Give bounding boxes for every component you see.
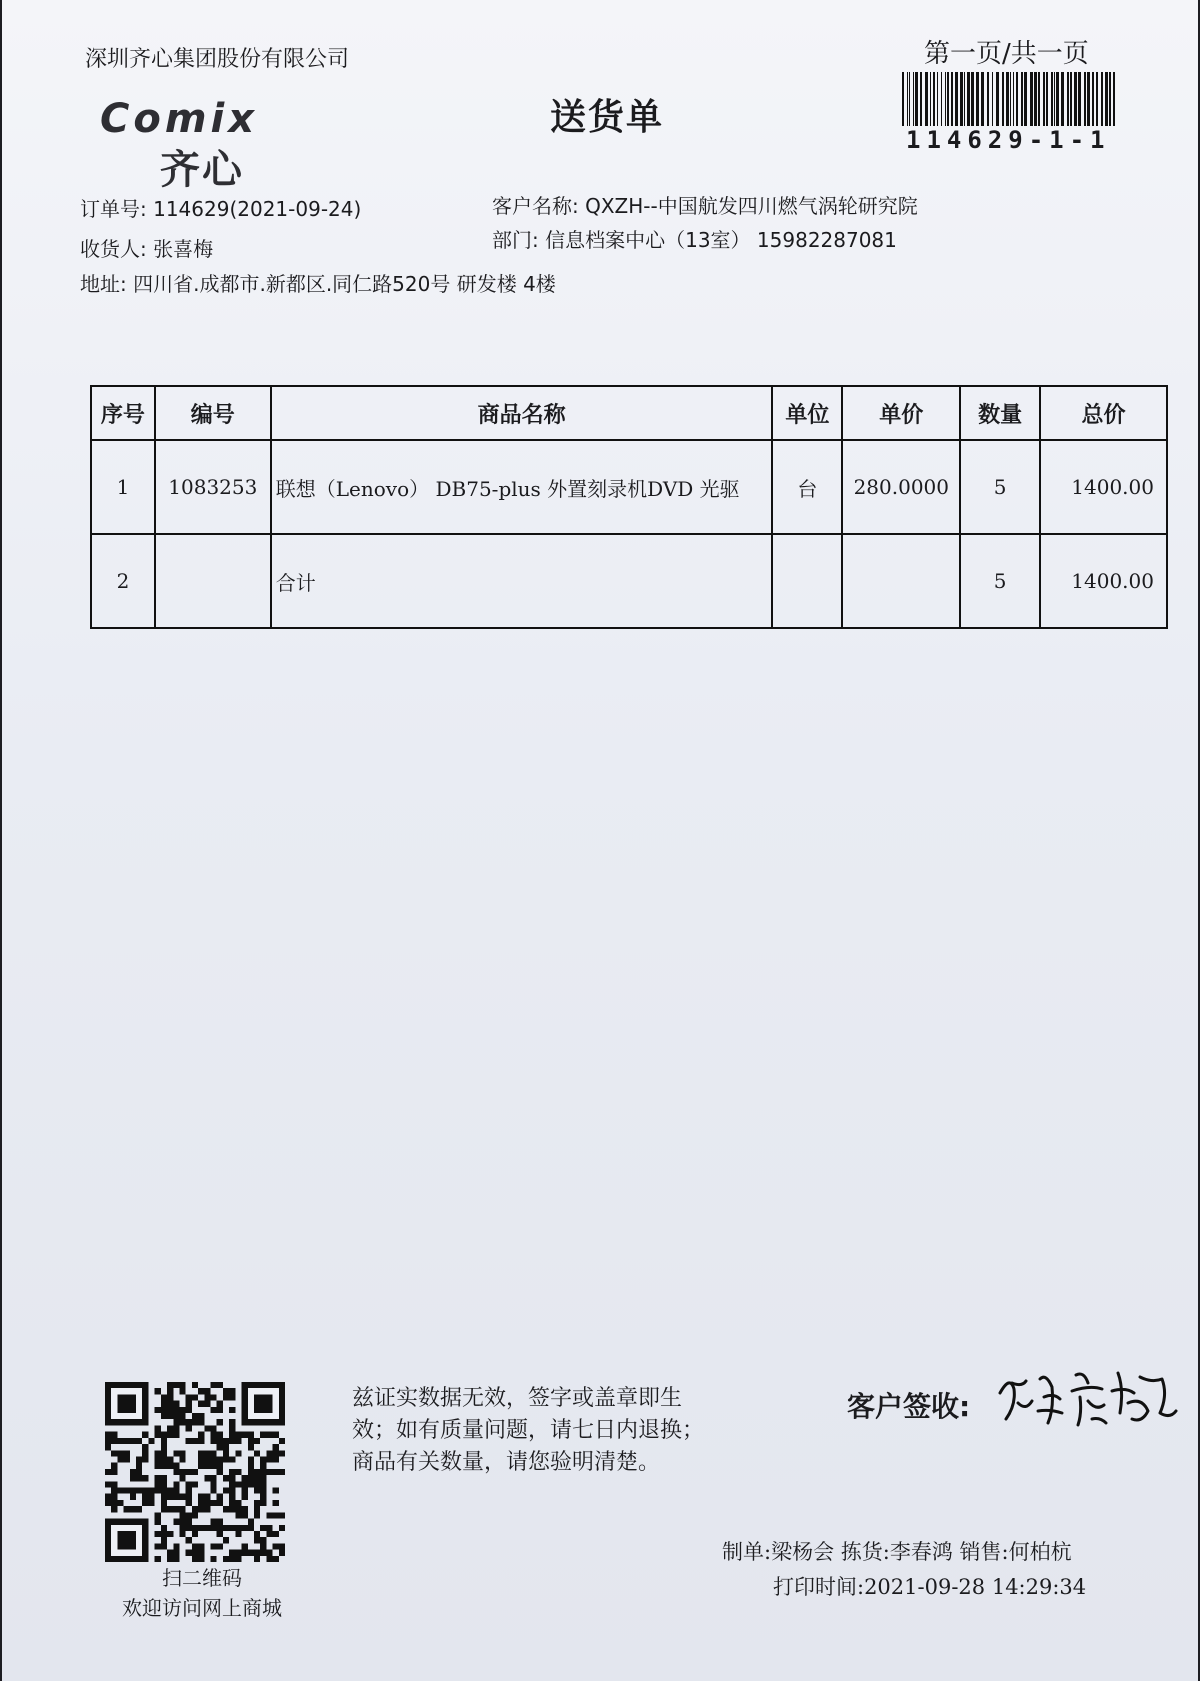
notice-line3: 商品有关数量，请您验明清楚。 bbox=[352, 1450, 661, 1475]
cell-product: 联想（Lenovo） DB75-plus 外置刻录机DVD 光驱 bbox=[271, 440, 773, 534]
table-header-row bbox=[91, 386, 1167, 440]
receiver-row bbox=[80, 233, 213, 262]
address-label: 地址: bbox=[80, 272, 127, 296]
print-time: 打印时间:2021-09-28 14:29:34 bbox=[773, 1575, 1087, 1599]
notice-text bbox=[352, 1383, 704, 1479]
cell-unit bbox=[772, 534, 842, 628]
cell-product: 合计 bbox=[271, 534, 773, 628]
address-row bbox=[80, 268, 556, 297]
page-indicator: 第一页/共一页 bbox=[924, 39, 1089, 69]
logo-chinese: 齐心 bbox=[160, 147, 244, 193]
header-total: 总价 bbox=[1040, 386, 1167, 440]
cell-total: 1400.00 bbox=[1040, 534, 1167, 628]
department-row bbox=[492, 224, 897, 253]
header-unit: 单位 bbox=[772, 386, 842, 440]
order-number-label: 订单号: bbox=[80, 197, 147, 221]
customer-row bbox=[492, 190, 918, 219]
receiver-value: 张喜梅 bbox=[153, 237, 214, 261]
cell-qty: 5 bbox=[960, 440, 1040, 534]
comix-logo bbox=[100, 96, 335, 193]
notice-line1: 兹证实数据无效，签字或盖章即生 bbox=[352, 1386, 683, 1411]
order-number-value: 114629(2021-09-24) bbox=[153, 197, 362, 221]
barcode-number: 114629-1-1 bbox=[906, 126, 1111, 154]
delivery-note-page bbox=[2, 0, 1198, 1681]
cell-code: 1083253 bbox=[155, 440, 271, 534]
qr-caption-line1: 扫二维码 bbox=[162, 1566, 242, 1590]
table-row bbox=[91, 534, 1167, 628]
table-row bbox=[91, 440, 1167, 534]
order-number-row bbox=[80, 193, 361, 222]
cell-code bbox=[155, 534, 271, 628]
header-price: 单价 bbox=[842, 386, 960, 440]
document-title: 送货单 bbox=[550, 97, 665, 138]
handwritten-signature-icon bbox=[992, 1353, 1182, 1433]
cell-unit: 台 bbox=[772, 440, 842, 534]
cell-total: 1400.00 bbox=[1040, 440, 1167, 534]
qr-code-icon bbox=[105, 1382, 285, 1562]
cell-seq: 1 bbox=[91, 440, 155, 534]
items-table bbox=[90, 385, 1168, 629]
cell-seq: 2 bbox=[91, 534, 155, 628]
barcode-icon bbox=[900, 72, 1120, 128]
qr-caption bbox=[102, 1563, 302, 1623]
notice-line2: 效；如有质量问题，请七日内退换； bbox=[352, 1418, 705, 1443]
cell-price: 280.0000 bbox=[842, 440, 960, 534]
staff-info: 制单:梁杨会 拣货:李春鸿 销售:何柏杭 bbox=[722, 1540, 1072, 1564]
header-product: 商品名称 bbox=[271, 386, 773, 440]
address-value: 四川省.成都市.新都区.同仁路520号 研发楼 4楼 bbox=[133, 272, 556, 296]
company-name: 深圳齐心集团股份有限公司 bbox=[85, 47, 350, 72]
cell-price bbox=[842, 534, 960, 628]
department-value: 信息档案中心（13室） 15982287081 bbox=[545, 228, 897, 252]
customer-value: QXZH--中国航发四川燃气涡轮研究院 bbox=[585, 194, 918, 218]
header-seq: 序号 bbox=[91, 386, 155, 440]
header-qty: 数量 bbox=[960, 386, 1040, 440]
customer-label: 客户名称: bbox=[492, 194, 579, 218]
qr-caption-line2: 欢迎访问网上商城 bbox=[122, 1596, 282, 1620]
receiver-label: 收货人: bbox=[80, 237, 147, 261]
department-label: 部门: bbox=[492, 228, 539, 252]
cell-qty: 5 bbox=[960, 534, 1040, 628]
header-code: 编号 bbox=[155, 386, 271, 440]
customer-signature-label: 客户签收: bbox=[847, 1390, 971, 1423]
logo-wordmark: Comix bbox=[100, 96, 259, 142]
